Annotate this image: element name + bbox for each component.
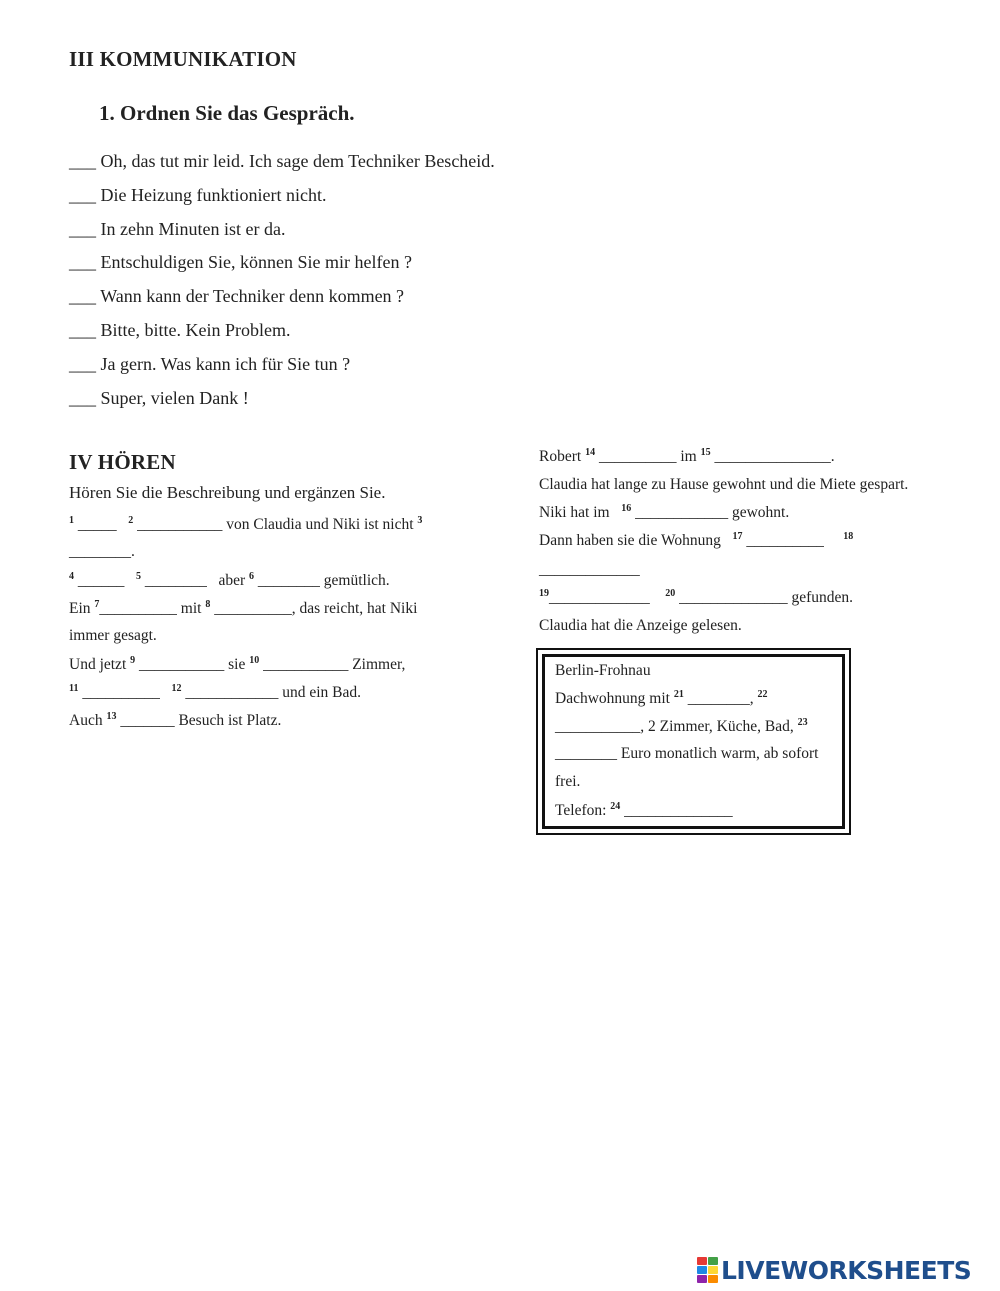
line-text: Telefon: <box>555 802 611 819</box>
blank-field-13[interactable]: _______ <box>120 712 175 729</box>
order-number-blank[interactable]: ___ <box>69 218 96 239</box>
gap-number: 16 <box>621 503 632 514</box>
dialogue-line <box>69 219 285 240</box>
gap-number: 2 <box>128 515 134 526</box>
gap-line-r4 <box>539 531 853 550</box>
dialogue-text: Super, vielen Dank ! <box>100 387 249 408</box>
blank-field-4[interactable]: ______ <box>77 572 125 589</box>
line-text: Robert <box>539 448 586 465</box>
gap-line-4 <box>69 599 417 618</box>
line-text: Auch <box>69 712 107 729</box>
gap-number: 9 <box>130 655 136 666</box>
dialogue-line <box>69 252 412 273</box>
line-text: , das reicht, hat Niki <box>291 600 418 617</box>
blank-field-7[interactable]: __________ <box>99 600 177 617</box>
order-number-blank[interactable]: ___ <box>69 387 96 408</box>
gap-number: 14 <box>585 447 596 458</box>
liveworksheets-logo-text: LIVEWORKSHEETS <box>721 1255 972 1285</box>
task-1-heading: 1. Ordnen Sie das Gespräch. <box>99 101 355 125</box>
blank-field-15[interactable]: _______________. <box>714 448 835 465</box>
dialogue-line <box>69 354 350 375</box>
gap-line-2 <box>69 543 135 561</box>
dialogue-line <box>69 151 495 172</box>
line-text: gefunden. <box>787 589 854 606</box>
blank-field-10[interactable]: ___________ <box>263 656 349 673</box>
blank-field-19[interactable]: _____________ <box>549 589 650 606</box>
ad-line-6 <box>555 801 733 820</box>
gap-number: 24 <box>610 801 621 812</box>
order-number-blank[interactable]: ___ <box>69 320 96 340</box>
blank-field-21[interactable]: ________, <box>687 690 754 707</box>
dialogue-text: Ja gern. Was kann ich für Sie tun ? <box>100 353 351 374</box>
line-text: , 2 Zimmer, Küche, Bad, <box>640 718 798 735</box>
order-number-blank[interactable]: ___ <box>69 286 96 307</box>
line-text: mit <box>176 600 206 617</box>
blank-field-24[interactable]: ______________ <box>624 802 733 819</box>
blank-field-23[interactable]: ________ <box>555 745 617 762</box>
line-text: Zimmer, <box>348 656 406 673</box>
ad-location: Berlin-Frohnau <box>555 662 651 679</box>
blank-field-20[interactable]: ______________ <box>679 589 788 606</box>
gap-number: 7 <box>94 599 100 610</box>
gap-number: 18 <box>843 531 854 542</box>
line-text: und ein Bad. <box>278 684 361 701</box>
dialogue-text: Wann kann der Techniker denn kommen ? <box>100 286 405 307</box>
blank-field-22[interactable]: ___________ <box>555 718 641 735</box>
gap-number: 10 <box>249 655 260 666</box>
gap-number: 21 <box>673 689 684 700</box>
order-number-blank[interactable]: ___ <box>69 184 96 205</box>
ad-line-3 <box>555 717 808 736</box>
line-text: gemütlich. <box>319 572 390 589</box>
dialogue-text: In zehn Minuten ist er da. <box>100 218 286 239</box>
line-text: Euro monatlich warm, ab sofort <box>617 745 819 762</box>
section-3-title: III KOMMUNIKATION <box>69 47 297 71</box>
gap-number: 23 <box>797 717 808 728</box>
blank-field-3[interactable]: ________. <box>69 543 135 560</box>
line-text: von Claudia und Niki ist nicht <box>222 516 418 533</box>
gap-line-5: immer gesagt. <box>69 627 157 644</box>
ad-line-2 <box>555 689 767 708</box>
line-text: im <box>676 448 701 465</box>
gap-line-r7: Claudia hat die Anzeige gelesen. <box>539 617 742 634</box>
line-text: Niki hat im <box>539 504 614 521</box>
blank-field-17[interactable]: __________ <box>746 532 824 549</box>
liveworksheets-logo-icon <box>697 1257 719 1283</box>
gap-line-3 <box>69 571 390 590</box>
dialogue-line <box>69 320 290 341</box>
blank-field-14[interactable]: __________ <box>598 448 677 465</box>
blank-field-6[interactable]: ________ <box>257 572 320 589</box>
gap-number: 5 <box>136 571 141 582</box>
line-text: gewohnt. <box>728 504 790 521</box>
gap-number: 20 <box>665 588 676 599</box>
gap-line-6 <box>69 655 405 674</box>
dialogue-text: Entschuldigen Sie, können Sie mir helfen ? <box>100 252 412 273</box>
line-text: aber <box>218 572 250 589</box>
gap-number: 6 <box>249 571 255 582</box>
gap-line-r5 <box>539 561 640 579</box>
dialogue-text: Oh, das tut mir leid. Ich sage dem Techniker Bescheid. <box>100 151 495 171</box>
order-number-blank[interactable]: ___ <box>69 353 96 374</box>
blank-field-18[interactable]: _____________ <box>539 561 640 578</box>
blank-field-16[interactable]: ____________ <box>635 504 729 521</box>
gap-line-r3 <box>539 503 789 522</box>
gap-number: 22 <box>757 689 768 700</box>
ad-line-4 <box>555 745 818 763</box>
line-text: Besuch ist Platz. <box>174 712 282 729</box>
ad-line-5: frei. <box>555 773 581 790</box>
line-text: Dann haben sie die Wohnung <box>539 532 725 549</box>
gap-number: 3 <box>417 515 423 526</box>
blank-field-1[interactable]: _____ <box>77 516 117 533</box>
gap-line-8 <box>69 711 281 730</box>
line-text: Ein <box>69 600 95 617</box>
dialogue-text: Die Heizung funktioniert nicht. <box>100 184 327 205</box>
order-number-blank[interactable]: ___ <box>69 252 96 273</box>
gap-line-1 <box>69 515 422 534</box>
listening-instruction: Hören Sie die Beschreibung und ergänzen Sie. <box>69 483 386 502</box>
gap-number: 15 <box>700 447 711 458</box>
blank-field-8[interactable]: __________ <box>214 600 292 617</box>
line-text: Dachwohnung mit <box>555 690 674 707</box>
gap-number: 17 <box>732 531 743 542</box>
gap-line-r2: Claudia hat lange zu Hause gewohnt und die Miete gespart. <box>539 476 909 493</box>
gap-number: 4 <box>69 571 74 582</box>
section-4-title: IV HÖREN <box>69 450 176 474</box>
dialogue-line <box>69 286 404 307</box>
gap-line-r6 <box>539 588 853 607</box>
gap-number: 12 <box>171 683 182 694</box>
dialogue-line <box>69 185 326 206</box>
dialogue-line <box>69 388 249 409</box>
line-text: Und jetzt <box>69 656 131 673</box>
gap-number: 11 <box>69 683 79 694</box>
blank-field-2[interactable]: ___________ <box>137 516 223 533</box>
order-number-blank[interactable]: ___ <box>69 151 96 171</box>
gap-line-7 <box>69 683 361 702</box>
liveworksheets-logo <box>697 1255 971 1285</box>
gap-number: 19 <box>539 588 549 599</box>
gap-number: 13 <box>106 711 117 722</box>
gap-line-r1 <box>539 447 835 466</box>
blank-field-11[interactable]: __________ <box>82 684 160 701</box>
blank-field-5[interactable]: ________ <box>144 572 207 589</box>
dialogue-text: Bitte, bitte. Kein Problem. <box>100 320 291 340</box>
line-text: sie <box>224 656 250 673</box>
gap-number: 8 <box>205 599 211 610</box>
blank-field-12[interactable]: ____________ <box>185 684 279 701</box>
gap-number: 1 <box>69 515 74 526</box>
blank-field-9[interactable]: ___________ <box>139 656 225 673</box>
